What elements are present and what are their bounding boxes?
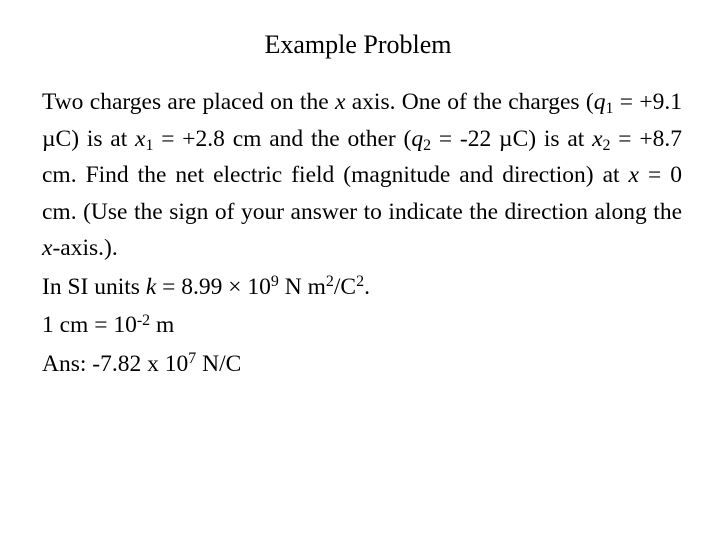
q1-variable: q (593, 89, 606, 115)
constant-unit-a: N m (278, 273, 326, 300)
constant-value: = 8.99 × 10 (156, 273, 271, 300)
answer-unit: N/C (196, 350, 242, 377)
q2-variable: q (411, 125, 424, 152)
q1-subscript: 1 (605, 100, 614, 118)
problem-statement (42, 84, 682, 267)
direction-x-variable: x (42, 235, 53, 261)
x2-variable: x (592, 125, 603, 152)
answer-exponent: 7 (188, 350, 197, 368)
answer-line (42, 346, 682, 383)
constant-unit-b: /C (333, 273, 357, 300)
constant-exponent: 9 (270, 273, 279, 291)
slide-body (42, 84, 682, 382)
x1-variable: x (135, 125, 146, 152)
conversion-line (42, 307, 682, 344)
problem-intro: Two charges are placed on the (42, 89, 335, 115)
target-x-variable: x (628, 162, 639, 188)
q2-value: = -22 µC) is at (431, 125, 593, 152)
constant-end: . (364, 273, 370, 300)
x2-value: = +8.7 cm. Find the net electric field (magnitude and direction) at (42, 125, 682, 188)
q1-value: = +9.1 µC) is at (42, 89, 682, 152)
conversion-exponent: -2 (136, 311, 151, 329)
target-x-value: = 0 cm. (Use the sign of your answer to indicate the direction along the (42, 162, 682, 225)
q2-subscript: 2 (423, 136, 432, 154)
conversion-unit: m (150, 312, 175, 338)
problem-axis-text: axis. One of the charges ( (345, 89, 594, 115)
k-variable: k (145, 273, 157, 300)
problem-tail: -axis.). (52, 235, 118, 261)
x1-value: = +2.8 cm and the other ( (153, 125, 412, 152)
x-variable: x (334, 89, 346, 115)
x2-subscript: 2 (602, 136, 611, 154)
constant-line (42, 269, 682, 306)
x1-subscript: 1 (145, 136, 154, 154)
constant-unit-exponent-2: 2 (356, 273, 365, 291)
constant-unit-exponent: 2 (325, 273, 334, 291)
conversion-text: 1 cm = 10 (42, 312, 137, 338)
constant-prefix: In SI units (42, 273, 146, 300)
answer-text: Ans: -7.82 x 10 (42, 350, 189, 377)
slide-title: Example Problem (264, 30, 452, 59)
